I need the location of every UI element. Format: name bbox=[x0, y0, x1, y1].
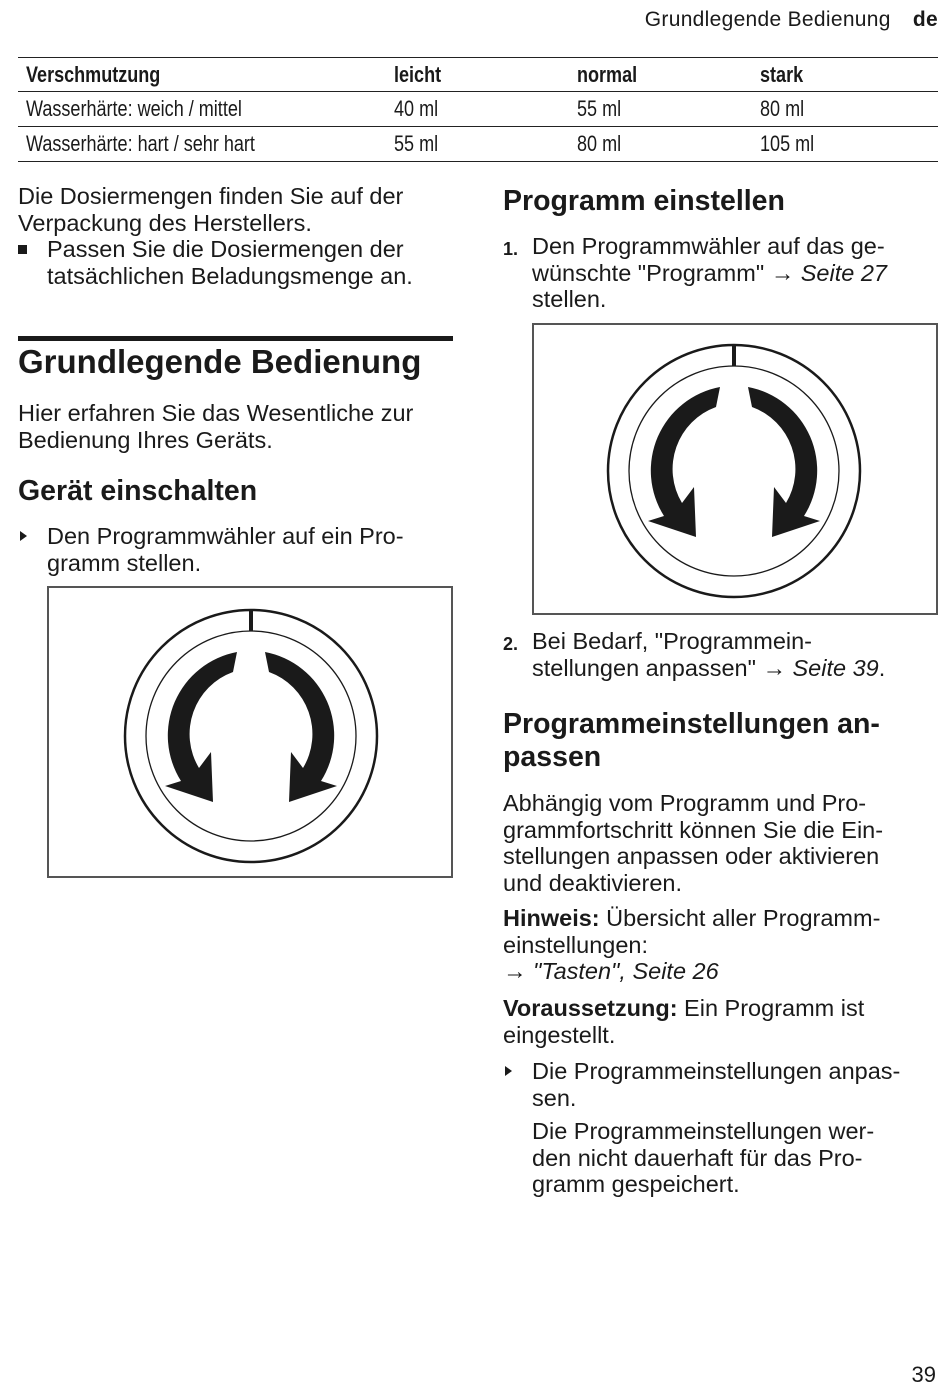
dosage-table bbox=[18, 57, 938, 162]
text-line: Die Programmeinstellungen anpas- bbox=[532, 1058, 901, 1084]
table-cell: 40 ml bbox=[386, 92, 569, 127]
page-number: 39 bbox=[911, 1362, 936, 1387]
text-line: Verpackung des Herstellers. bbox=[18, 209, 312, 236]
program-step-2 bbox=[503, 628, 943, 681]
text-line: Abhängig vom Programm und Pro- bbox=[503, 790, 867, 816]
subheading-adjust-settings: Programmeinstellungen an- passen bbox=[503, 708, 880, 773]
text-line: Den Programmwähler auf das ge- bbox=[532, 233, 885, 259]
adjust-action-step bbox=[503, 1058, 943, 1111]
dial-figure-program-set bbox=[532, 323, 938, 615]
arrow-right-icon: → bbox=[770, 259, 795, 286]
arrow-right-icon: → bbox=[762, 654, 786, 681]
table-cell: Wasserhärte: weich / mittel bbox=[18, 92, 386, 127]
text-line bbox=[503, 958, 943, 985]
text-line: Hier erfahren Sie das Wesentliche zur bbox=[18, 400, 414, 426]
text-line: gramm gespeichert. bbox=[532, 1171, 740, 1197]
square-bullet-icon bbox=[18, 245, 27, 254]
step-number: 2. bbox=[503, 634, 519, 654]
action-triangle-icon bbox=[20, 531, 27, 541]
arrow-right-icon: → bbox=[503, 958, 527, 984]
text-line: einstellungen: bbox=[503, 931, 649, 958]
section-title: Grundlegende Bedienung bbox=[18, 343, 422, 380]
text-line: den nicht dauerhaft für das Pro- bbox=[532, 1144, 863, 1171]
dial-figure-switch-on bbox=[47, 586, 453, 878]
text-line: gramm stellen. bbox=[47, 549, 202, 576]
text-line: und deaktivieren. bbox=[503, 869, 682, 896]
section-rule bbox=[18, 336, 453, 341]
table-cell: 80 ml bbox=[569, 127, 752, 162]
running-header bbox=[645, 8, 938, 32]
adjust-result-paragraph bbox=[532, 1118, 942, 1198]
program-step-1 bbox=[503, 233, 943, 313]
table-cell: 105 ml bbox=[752, 127, 938, 162]
text-line: Den Programmwähler auf ein Pro- bbox=[47, 523, 404, 549]
table-header-cell: leicht bbox=[386, 58, 569, 92]
settings-paragraph bbox=[503, 790, 943, 896]
text-line: tatsächlichen Beladungsmenge an. bbox=[47, 262, 413, 289]
requirement-label: Voraussetzung: bbox=[503, 995, 678, 1021]
table-cell: Wasserhärte: hart / sehr hart bbox=[18, 127, 386, 162]
text-line: Die Programmeinstellungen wer- bbox=[532, 1118, 875, 1144]
dosage-intro-paragraph bbox=[18, 183, 458, 236]
requirement-paragraph bbox=[503, 995, 943, 1048]
text-line: Passen Sie die Dosiermengen der bbox=[47, 236, 404, 262]
note-label: Hinweis: bbox=[503, 905, 600, 931]
text-line: eingestellt. bbox=[503, 1021, 616, 1048]
table-header-cell: stark bbox=[752, 58, 938, 92]
table-cell: 55 ml bbox=[569, 92, 752, 127]
table-cell: 80 ml bbox=[752, 92, 938, 127]
section-intro-paragraph bbox=[18, 400, 458, 453]
text-line: stellen. bbox=[532, 286, 607, 312]
note-paragraph bbox=[503, 905, 943, 985]
table-row bbox=[18, 127, 938, 162]
table-header-row bbox=[18, 58, 938, 92]
text-line: Die Dosiermengen finden Sie auf der bbox=[18, 183, 404, 209]
table-cell: 55 ml bbox=[386, 127, 569, 162]
table-row bbox=[18, 92, 938, 127]
header-language-code: de bbox=[912, 8, 938, 31]
text-line: Bei Bedarf, "Programmein- bbox=[532, 628, 813, 654]
text-line: grammfortschritt können Sie die Ein- bbox=[503, 816, 884, 843]
page-reference-link[interactable]: Seite 39 bbox=[792, 654, 879, 681]
switch-on-step bbox=[18, 523, 458, 576]
table-header-cell: normal bbox=[569, 58, 752, 92]
text-line: stellungen anpassen" → Seite 39. bbox=[532, 654, 886, 681]
program-selector-dial-icon bbox=[534, 325, 936, 613]
program-selector-dial-icon bbox=[49, 588, 451, 876]
step-number: 1. bbox=[503, 239, 519, 259]
text-line: stellungen anpassen oder aktivieren bbox=[503, 843, 880, 869]
page-reference-link[interactable]: "Tasten", Seite 26 bbox=[533, 958, 719, 984]
text-line: sen. bbox=[532, 1084, 577, 1111]
table-header-cell: Verschmutzung bbox=[18, 58, 386, 92]
subheading-program-set: Programm einstellen bbox=[503, 185, 785, 217]
header-section-title: Grundlegende Bedienung bbox=[644, 8, 891, 31]
text-line: Voraussetzung: Ein Programm ist bbox=[503, 995, 865, 1021]
subheading-switch-on: Gerät einschalten bbox=[18, 475, 258, 507]
text-line: wünschte "Programm" → Seite 27 bbox=[532, 259, 887, 286]
action-triangle-icon bbox=[505, 1066, 512, 1076]
text-line: Hinweis: Übersicht aller Programm- bbox=[503, 905, 881, 931]
text-line: Bedienung Ihres Geräts. bbox=[18, 426, 273, 453]
page-reference-link[interactable]: Seite 27 bbox=[800, 259, 887, 286]
dosage-bullet-item bbox=[18, 236, 458, 289]
